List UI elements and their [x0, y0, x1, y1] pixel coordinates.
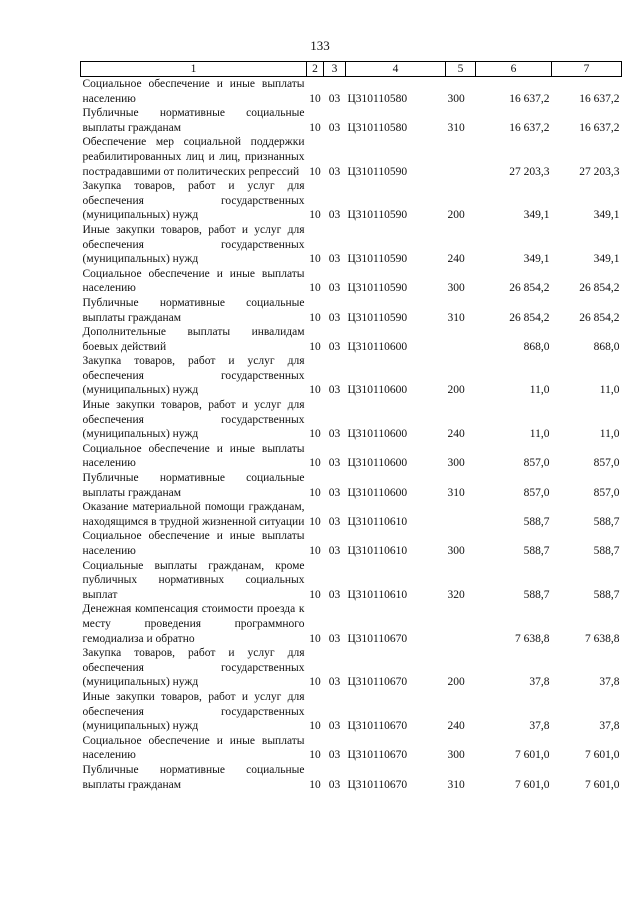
table-row — [81, 398, 622, 442]
table-body — [81, 77, 622, 793]
row-amount-col7: 7 601,0 — [585, 749, 620, 762]
header-col-7: 7 — [552, 62, 622, 77]
row-expense-type: 240 — [447, 253, 465, 266]
row-expense-type: 320 — [447, 588, 465, 601]
row-section: 10 — [309, 749, 321, 762]
row-target-article: Ц310110590 — [347, 282, 408, 295]
row-name: Закупка товаров, работ и услуг для обеспечения государственных (муниципальных) нужд — [82, 647, 305, 689]
table-row — [81, 135, 622, 179]
row-target-article: Ц310110610 — [347, 515, 408, 528]
row-target-article: Ц310110590 — [347, 165, 408, 178]
table-row — [81, 179, 622, 223]
table-row — [81, 106, 622, 135]
row-name: Социальное обеспечение и иные выплаты населению — [82, 267, 305, 295]
row-name: Дополнительные выплаты инвалидам боевых действий — [82, 326, 305, 353]
row-target-article: Ц310110670 — [347, 778, 408, 791]
row-name: Социальные выплаты гражданам, кроме публичных нормативных социальных выплат — [82, 559, 305, 601]
row-target-article: Ц310110670 — [347, 749, 408, 762]
row-section: 10 — [309, 588, 321, 601]
row-subsection: 03 — [328, 457, 341, 470]
row-expense-type — [446, 325, 476, 354]
row-target-article: Ц310110580 — [347, 121, 408, 134]
table-header — [81, 62, 622, 77]
row-subsection: 03 — [328, 588, 341, 601]
row-target-article: Ц310110590 — [347, 209, 408, 222]
row-subsection: 03 — [328, 632, 341, 645]
row-expense-type: 310 — [447, 121, 465, 134]
row-subsection: 03 — [328, 92, 341, 105]
row-subsection: 03 — [328, 209, 341, 222]
row-amount-col7: 26 854,2 — [579, 282, 620, 295]
row-section: 10 — [309, 121, 321, 134]
row-target-article: Ц310110670 — [347, 632, 408, 645]
row-amount-col6: 868,0 — [523, 340, 550, 353]
row-amount-col6: 7 601,0 — [515, 778, 550, 791]
header-col-6: 6 — [476, 62, 552, 77]
row-section: 10 — [309, 428, 321, 441]
header-col-5: 5 — [446, 62, 476, 77]
row-amount-col6: 7 638,8 — [515, 632, 550, 645]
row-amount-col7: 868,0 — [593, 340, 620, 353]
budget-table — [80, 61, 622, 792]
table-row — [81, 529, 622, 558]
row-amount-col7: 588,7 — [593, 545, 620, 557]
table-row — [81, 471, 622, 500]
row-section: 10 — [309, 384, 321, 397]
table-row — [81, 267, 622, 296]
row-amount-col6: 16 637,2 — [509, 92, 550, 105]
row-expense-type: 310 — [447, 778, 465, 791]
row-expense-type: 300 — [447, 545, 465, 557]
row-name: Закупка товаров, работ и услуг для обеспечения государственных (муниципальных) нужд — [82, 355, 305, 397]
row-amount-col6: 11,0 — [529, 428, 550, 441]
row-name: Публичные нормативные социальные выплаты гражданам — [82, 472, 305, 499]
row-expense-type: 200 — [447, 209, 465, 222]
row-subsection: 03 — [328, 778, 341, 791]
row-amount-col7: 37,8 — [599, 720, 620, 733]
row-subsection: 03 — [328, 282, 341, 295]
row-name: Публичные нормативные социальные выплаты гражданам — [82, 107, 305, 134]
row-amount-col6: 16 637,2 — [509, 121, 550, 134]
row-section: 10 — [309, 545, 321, 557]
row-amount-col6: 37,8 — [529, 676, 550, 689]
row-subsection: 03 — [328, 121, 341, 134]
table-row — [81, 223, 622, 267]
row-amount-col7: 27 203,3 — [579, 165, 620, 178]
row-amount-col7: 857,0 — [593, 486, 620, 499]
row-section: 10 — [309, 165, 321, 178]
row-amount-col7: 857,0 — [593, 457, 620, 470]
header-col-2: 2 — [307, 62, 324, 77]
row-section: 10 — [309, 282, 321, 295]
row-subsection: 03 — [328, 515, 341, 528]
row-amount-col7: 349,1 — [593, 209, 620, 222]
row-section: 10 — [309, 676, 321, 689]
row-section: 10 — [309, 311, 321, 324]
row-target-article: Ц310110600 — [347, 486, 408, 499]
row-section: 10 — [309, 515, 321, 528]
row-name: Иные закупки товаров, работ и услуг для обеспечения государственных (муниципальных) нужд — [82, 399, 305, 441]
row-expense-type: 300 — [447, 282, 465, 295]
row-amount-col6: 26 854,2 — [509, 311, 550, 324]
row-subsection: 03 — [328, 165, 341, 178]
row-name: Оказание материальной помощи гражданам, находящимся в трудной жизненной ситуации — [82, 501, 305, 528]
row-target-article: Ц310110610 — [347, 545, 408, 557]
row-name: Обеспечение мер социальной поддержки реабилитированных лиц и лиц, признанных пострадавшими от политических репрессий — [82, 136, 305, 178]
row-expense-type — [446, 602, 476, 646]
row-amount-col6: 11,0 — [529, 384, 550, 397]
row-subsection: 03 — [328, 253, 341, 266]
table-row — [81, 354, 622, 398]
row-expense-type: 300 — [447, 749, 465, 762]
row-name: Социальное обеспечение и иные выплаты населению — [82, 78, 305, 105]
row-amount-col7: 588,7 — [593, 515, 620, 528]
row-name: Закупка товаров, работ и услуг для обеспечения государственных (муниципальных) нужд — [82, 180, 305, 222]
row-expense-type: 300 — [447, 457, 465, 470]
row-subsection: 03 — [328, 384, 341, 397]
row-target-article: Ц310110600 — [347, 340, 408, 353]
row-expense-type: 240 — [447, 720, 465, 733]
row-section: 10 — [309, 632, 321, 645]
row-amount-col6: 588,7 — [523, 588, 550, 601]
table-row — [81, 646, 622, 690]
row-amount-col7: 7 638,8 — [585, 632, 620, 645]
row-amount-col7: 11,0 — [599, 384, 620, 397]
row-expense-type — [446, 500, 476, 529]
row-amount-col6: 26 854,2 — [509, 282, 550, 295]
row-target-article: Ц310110600 — [347, 457, 408, 470]
row-amount-col6: 37,8 — [529, 720, 550, 733]
table-row — [81, 602, 622, 646]
row-name: Иные закупки товаров, работ и услуг для обеспечения государственных (муниципальных) нужд — [82, 223, 305, 266]
table-row — [81, 763, 622, 792]
row-amount-col7: 16 637,2 — [579, 121, 620, 134]
row-amount-col7: 11,0 — [599, 428, 620, 441]
row-subsection: 03 — [328, 720, 341, 733]
row-expense-type: 200 — [447, 384, 465, 397]
table-row — [81, 77, 622, 107]
header-col-3: 3 — [324, 62, 346, 77]
row-name: Публичные нормативные социальные выплаты гражданам — [82, 296, 305, 324]
table-row — [81, 442, 622, 471]
row-amount-col7: 16 637,2 — [579, 92, 620, 105]
row-amount-col6: 857,0 — [523, 486, 550, 499]
row-amount-col6: 7 601,0 — [515, 749, 550, 762]
row-target-article: Ц310110600 — [347, 384, 408, 397]
row-subsection: 03 — [328, 340, 341, 353]
page-number: 133 — [310, 38, 330, 53]
table-row — [81, 690, 622, 734]
table-row — [81, 734, 622, 763]
row-target-article: Ц310110600 — [347, 428, 408, 441]
row-amount-col7: 26 854,2 — [579, 311, 620, 324]
header-col-1: 1 — [81, 62, 307, 77]
row-subsection: 03 — [328, 545, 341, 557]
row-amount-col6: 349,1 — [523, 253, 550, 266]
row-subsection: 03 — [328, 428, 341, 441]
row-expense-type: 310 — [447, 486, 465, 499]
row-name: Социальное обеспечение и иные выплаты населению — [82, 734, 305, 762]
row-target-article: Ц310110670 — [347, 676, 408, 689]
row-amount-col6: 27 203,3 — [509, 165, 550, 178]
row-section: 10 — [309, 253, 321, 266]
row-name: Иные закупки товаров, работ и услуг для обеспечения государственных (муниципальных) нужд — [82, 690, 305, 733]
row-section: 10 — [309, 720, 321, 733]
row-amount-col7: 349,1 — [593, 253, 620, 266]
row-section: 10 — [309, 778, 321, 791]
row-target-article: Ц310110580 — [347, 92, 408, 105]
table-row — [81, 325, 622, 354]
row-target-article: Ц310110590 — [347, 311, 408, 324]
row-name: Социальное обеспечение и иные выплаты населению — [82, 530, 305, 557]
row-section: 10 — [309, 457, 321, 470]
row-expense-type: 240 — [447, 428, 465, 441]
row-subsection: 03 — [328, 486, 341, 499]
row-amount-col6: 588,7 — [523, 545, 550, 557]
row-name: Публичные нормативные социальные выплаты гражданам — [82, 763, 305, 791]
row-target-article: Ц310110590 — [347, 253, 408, 266]
row-name: Социальное обеспечение и иные выплаты населению — [82, 442, 305, 470]
table-row — [81, 559, 622, 603]
row-amount-col6: 349,1 — [523, 209, 550, 222]
row-target-article: Ц310110610 — [347, 588, 408, 601]
row-expense-type — [446, 135, 476, 179]
row-amount-col6: 857,0 — [523, 457, 550, 470]
row-expense-type: 300 — [447, 92, 465, 105]
row-section: 10 — [309, 486, 321, 499]
header-col-4: 4 — [346, 62, 446, 77]
row-expense-type: 200 — [447, 676, 465, 689]
row-subsection: 03 — [328, 676, 341, 689]
row-amount-col7: 37,8 — [599, 676, 620, 689]
row-expense-type: 310 — [447, 311, 465, 324]
table-row — [81, 500, 622, 529]
row-subsection: 03 — [328, 311, 341, 324]
row-amount-col6: 588,7 — [523, 515, 550, 528]
row-section: 10 — [309, 209, 321, 222]
header-row — [81, 62, 622, 77]
row-name: Денежная компенсация стоимости проезда к месту проведения программного гемодиализа и обратно — [82, 603, 305, 645]
row-section: 10 — [309, 92, 321, 105]
row-amount-col7: 588,7 — [593, 588, 620, 601]
row-subsection: 03 — [328, 749, 341, 762]
row-section: 10 — [309, 340, 321, 353]
table-row — [81, 296, 622, 325]
row-target-article: Ц310110670 — [347, 720, 408, 733]
row-amount-col7: 7 601,0 — [585, 778, 620, 791]
